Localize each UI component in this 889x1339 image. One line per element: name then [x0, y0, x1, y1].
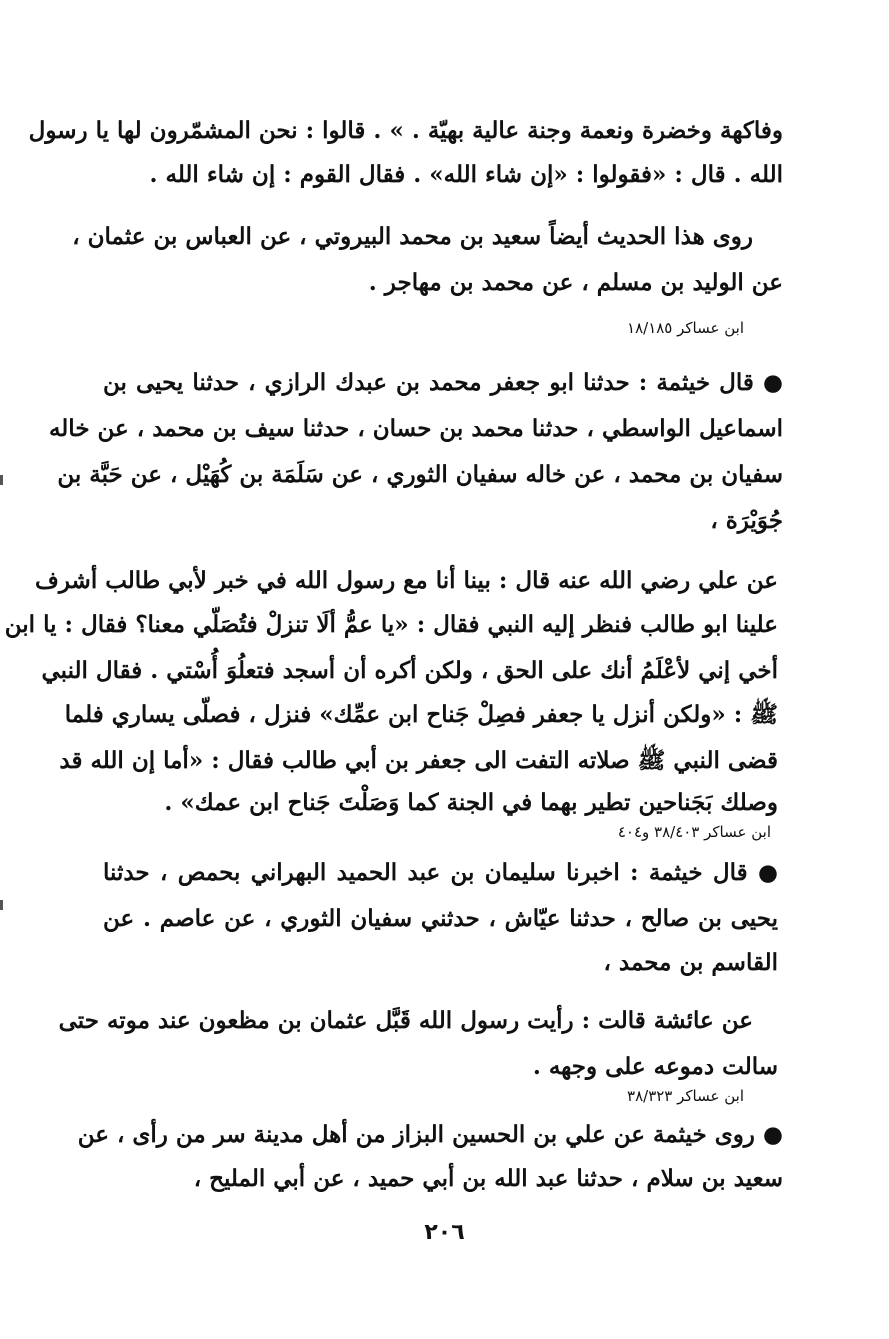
source-citation: ابن عساكر ٣٨/٣٢٣ — [627, 1087, 744, 1105]
text-line: عن عائشة قالت : رأيت رسول الله قَبَّل عثمان بن مظعون عند موته حتى — [58, 1007, 753, 1034]
page-number: ٢٠٦ — [424, 1220, 465, 1245]
text-line: قضى النبي ﷺ صلاته التفت الى جعفر بن أبي طالب فقال : «أما إن الله قد — [59, 747, 778, 774]
text-line: عن الوليد بن مسلم ، عن محمد بن مهاجر . — [368, 269, 783, 296]
text-line: سفيان بن محمد ، عن خاله سفيان الثوري ، عن سَلَمَة بن كُهَيْل ، عن حَبَّة بن — [57, 461, 783, 488]
text-line: الله . قال : «فقولوا : «إن شاء الله» . فقال القوم : إن شاء الله . — [149, 161, 783, 188]
text-line: ﷺ : «ولكن أنزل يا جعفر فصِلْ جَناح ابن عمِّك» فنزل ، فصلّى يساري فلما — [64, 701, 778, 728]
scan-edge-mark — [0, 475, 3, 485]
source-citation: ابن عساكر ١٨/١٨٥ — [627, 319, 744, 337]
text-line: روى هذا الحديث أيضاً سعيد بن محمد البيروتي ، عن العباس بن عثمان ، — [72, 223, 753, 250]
text-line: جُوَيْرَة ، — [710, 507, 783, 534]
scan-edge-mark — [0, 900, 3, 910]
text-line: اسماعيل الواسطي ، حدثنا محمد بن حسان ، حدثنا سيف بن محمد ، عن خاله — [48, 415, 783, 442]
text-line: سعيد بن سلام ، حدثنا عبد الله بن أبي حميد ، عن أبي المليح ، — [193, 1165, 783, 1192]
source-citation: ابن عساكر ٣٨/٤٠٣ و٤٠٤ — [617, 823, 771, 841]
text-line: وفاكهة وخضرة ونعمة وجنة عالية بهيّة . » . قالوا : نحن المشمّرون لها يا رسول — [28, 117, 783, 144]
text-line: سالت دموعه على وجهه . — [532, 1053, 778, 1080]
text-line: يحيى بن صالح ، حدثنا عيّاش ، حدثني سفيان الثوري ، عن عاصم . عن — [103, 905, 778, 932]
text-line: ● قال خيثمة : اخبرنا سليمان بن عبد الحميد البهراني بحمص ، حدثنا — [103, 859, 778, 886]
text-line: عن علي رضي الله عنه قال : بينا أنا مع رسول الله في خبر لأبي طالب أشرف — [35, 567, 778, 594]
text-line: وصلك بَجَناحين تطير بهما في الجنة كما وَصَلْتَ جَناح ابن عمك» . — [164, 789, 778, 816]
text-line: القاسم بن محمد ، — [603, 949, 778, 976]
text-line: أخي إني لأعْلَمُ أنك على الحق ، ولكن أكره أن أسجد فتعلُوَ أُسْتي . فقال النبي — [41, 657, 778, 684]
text-line: ● قال خيثمة : حدثنا ابو جعفر محمد بن عبدك الرازي ، حدثنا يحيى بن — [103, 369, 783, 396]
text-line: علينا ابو طالب فنظر إليه النبي فقال : «يا عمُّ ألَا تنزلْ فتُصَلّي معنا؟ فقال : يا ابن — [4, 611, 778, 638]
text-line: ● روى خيثمة عن علي بن الحسين البزاز من أهل مدينة سر من رأى ، عن — [77, 1121, 783, 1148]
